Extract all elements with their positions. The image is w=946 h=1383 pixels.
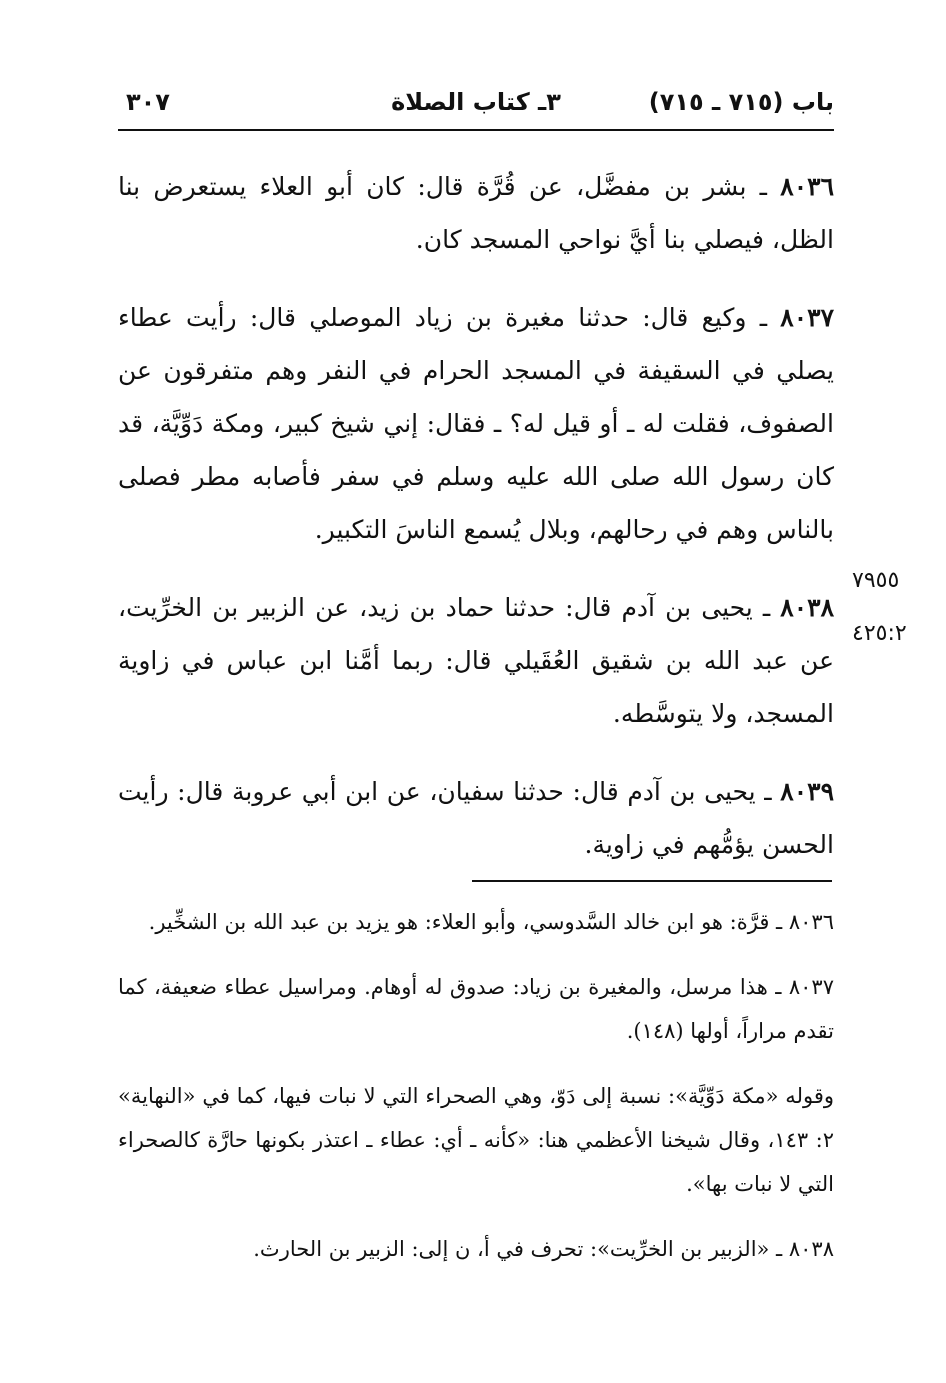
hadith-number: ٨٠٣٦ — [780, 172, 834, 201]
book-title: ٣ـ كتاب الصلاة — [391, 88, 561, 116]
hadith-8037 — [118, 291, 834, 556]
footnote-rule — [472, 880, 832, 882]
hadith-text: ـ بشر بن مفضَّل، عن قُرَّة قال: كان أبو العلاء يستعرض بنا الظل، فيصلي بنا أيَّ نواحي المسجد كان. — [118, 172, 834, 254]
footnote-8037: ٨٠٣٧ ـ هذا مرسل، والمغيرة بن زياد: صدوق له أوهام. ومراسيل عطاء ضعيفة، كما تقدم مراراً، أولها (١٤٨). — [118, 975, 834, 1043]
footnotes — [118, 900, 834, 1279]
hadith-number: ٨٠٣٧ — [780, 303, 834, 332]
hadith-8038 — [118, 581, 834, 740]
page-number: ٣٠٧ — [126, 88, 170, 116]
hadith-text: ـ يحيى بن آدم قال: حدثنا حماد بن زيد، عن الزبير بن الخرِّيت، عن عبد الله بن شقيق العُقَيلي قال: ربما أمَّنا ابن عباس في زاوية المسجد، ولا يتوسَّطه. — [118, 593, 834, 728]
hadith-text: ـ يحيى بن آدم قال: حدثنا سفيان، عن ابن أبي عروبة قال: رأيت الحسن يؤمُّهم في زاوية. — [118, 777, 834, 859]
footnote-8036: ٨٠٣٦ ـ قرَّة: هو ابن خالد السَّدوسي، وأبو العلاء: هو يزيد بن عبد الله بن الشخِّير. — [148, 910, 834, 934]
margin-ref-volume: ٤٢٥:٢ — [852, 621, 907, 646]
margin-ref-number: ٧٩٥٥ — [852, 568, 900, 593]
footnote-8037-note: وقوله «مكة دَوِّيَّة»: نسبة إلى دَوّ، وهي الصحراء التي لا نبات فيها، كما في «النهاية» ٢: ١٤٣، وقال شيخنا الأعظمي هنا: «كأنه ـ أي: عطاء ـ اعتذر بكونها حارَّة كالصحراء التي لا نبات بها». — [118, 1084, 834, 1196]
hadith-number: ٨٠٣٩ — [780, 777, 834, 806]
margin-notes — [852, 568, 912, 646]
page-header — [118, 78, 834, 126]
hadith-number: ٨٠٣٨ — [780, 593, 834, 622]
header-rule — [118, 129, 834, 131]
section-title: باب (٧١٥ ـ ٧١٥) — [648, 88, 834, 116]
hadith-8039 — [118, 765, 834, 871]
main-text — [118, 160, 834, 889]
hadith-8036 — [118, 160, 834, 266]
footnote-8038: ٨٠٣٨ ـ «الزبير بن الخرِّيت»: تحرف في أ، ن إلى: الزبير بن الحارث. — [253, 1237, 834, 1261]
hadith-text: ـ وكيع قال: حدثنا مغيرة بن زياد الموصلي قال: رأيت عطاء يصلي في السقيفة في المسجد الحرام في النفر وهم متفرقون عن الصفوف، فقلت له ـ أو قيل له؟ ـ فقال: إني شيخ كبير، ومكة دَوِّيَّة، قد كان رسول الله صلى الله عليه وسلم في سفر فأصابه مطر فصلى بالناس وهم في رحالهم، وبلال يُسمع الناسَ التكبير. — [118, 303, 834, 544]
